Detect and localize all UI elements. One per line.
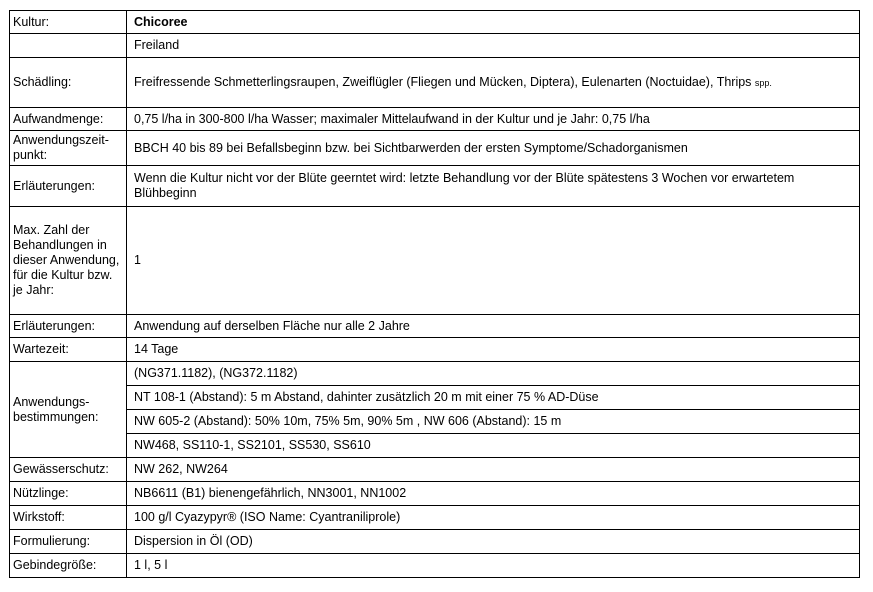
value-formulierung: Dispersion in Öl (OD) [127,530,860,554]
value-anwendungsbestimmungen [127,362,860,458]
label-erlaeuterungen-2: Erläuterungen: [10,315,127,338]
label-freiland [10,34,127,58]
value-wirkstoff: 100 g/l Cyazypyr® (ISO Name: Cyantraniliprole) [127,506,860,530]
anwendungsbestimmung-item: (NG371.1182), (NG372.1182) [127,362,859,386]
anwendungsbestimmungen-list [127,362,859,457]
anwendungsbestimmung-item: NW 605-2 (Abstand): 50% 10m, 75% 5m, 90% 5m , NW 606 (Abstand): 15 m [127,410,859,434]
label-max-zahl: Max. Zahl der Behandlungen in dieser Anwendung, für die Kultur bzw. je Jahr: [10,207,127,315]
row-wartezeit [10,338,860,362]
row-gebindegroesse [10,554,860,578]
label-schaedling: Schädling: [10,58,127,108]
row-nuetzlinge [10,482,860,506]
label-erlaeuterungen-1: Erläuterungen: [10,166,127,207]
row-aufwandmenge [10,108,860,131]
value-gewaesserschutz: NW 262, NW264 [127,458,860,482]
label-gebindegroesse: Gebindegröße: [10,554,127,578]
anwendungsbestimmung-item: NW468, SS110-1, SS2101, SS530, SS610 [134,438,371,452]
row-gewaesserschutz [10,458,860,482]
label-anwendungsbestimmungen: Anwendungs-bestimmungen: [10,362,127,458]
row-erlaeuterungen-1 [10,166,860,207]
row-erlaeuterungen-2 [10,315,860,338]
row-anwendungsbestimmungen [10,362,860,458]
value-max-zahl: 1 [127,207,860,315]
row-freiland [10,34,860,58]
product-info-table [9,10,860,578]
schaedling-suffix: spp. [754,77,772,88]
row-schaedling [10,58,860,108]
row-anwendungszeitpunkt [10,131,860,166]
value-erlaeuterungen-1: Wenn die Kultur nicht vor der Blüte geerntet wird: letzte Behandlung vor der Blüte spätestens 3 Wochen vor erwartetem Blühbeginn [127,166,860,207]
label-wirkstoff: Wirkstoff: [10,506,127,530]
value-wartezeit: 14 Tage [127,338,860,362]
label-kultur: Kultur: [10,11,127,34]
anwendungsbestimmung-item: NT 108-1 (Abstand): 5 m Abstand, dahinter zusätzlich 20 m mit einer 75 % AD-Düse [127,386,859,410]
value-freiland: Freiland [127,34,860,58]
value-aufwandmenge: 0,75 l/ha in 300-800 l/ha Wasser; maximaler Mittelaufwand in der Kultur und je Jahr: 0,75 l/ha [127,108,860,131]
row-kultur [10,11,860,34]
label-wartezeit: Wartezeit: [10,338,127,362]
row-max-zahl [10,207,860,315]
label-nuetzlinge: Nützlinge: [10,482,127,506]
value-gebindegroesse: 1 l, 5 l [127,554,860,578]
label-anwendungszeitpunkt: Anwendungszeit-punkt: [10,131,127,166]
row-wirkstoff [10,506,860,530]
schaedling-text: Freifressende Schmetterlingsraupen, Zweiflügler (Fliegen und Mücken, Diptera), Eulenarten (Noctuidae), Thrips [134,74,752,89]
label-gewaesserschutz: Gewässerschutz: [10,458,127,482]
value-anwendungszeitpunkt: BBCH 40 bis 89 bei Befallsbeginn bzw. bei Sichtbarwerden der ersten Symptome/Schadorganismen [127,131,860,166]
value-erlaeuterungen-2: Anwendung auf derselben Fläche nur alle 2 Jahre [127,315,860,338]
value-nuetzlinge: NB6611 (B1) bienengefährlich, NN3001, NN1002 [127,482,860,506]
value-kultur: Chicoree [127,11,860,34]
value-schaedling [127,58,860,108]
label-aufwandmenge: Aufwandmenge: [10,108,127,131]
label-formulierung: Formulierung: [10,530,127,554]
row-formulierung [10,530,860,554]
